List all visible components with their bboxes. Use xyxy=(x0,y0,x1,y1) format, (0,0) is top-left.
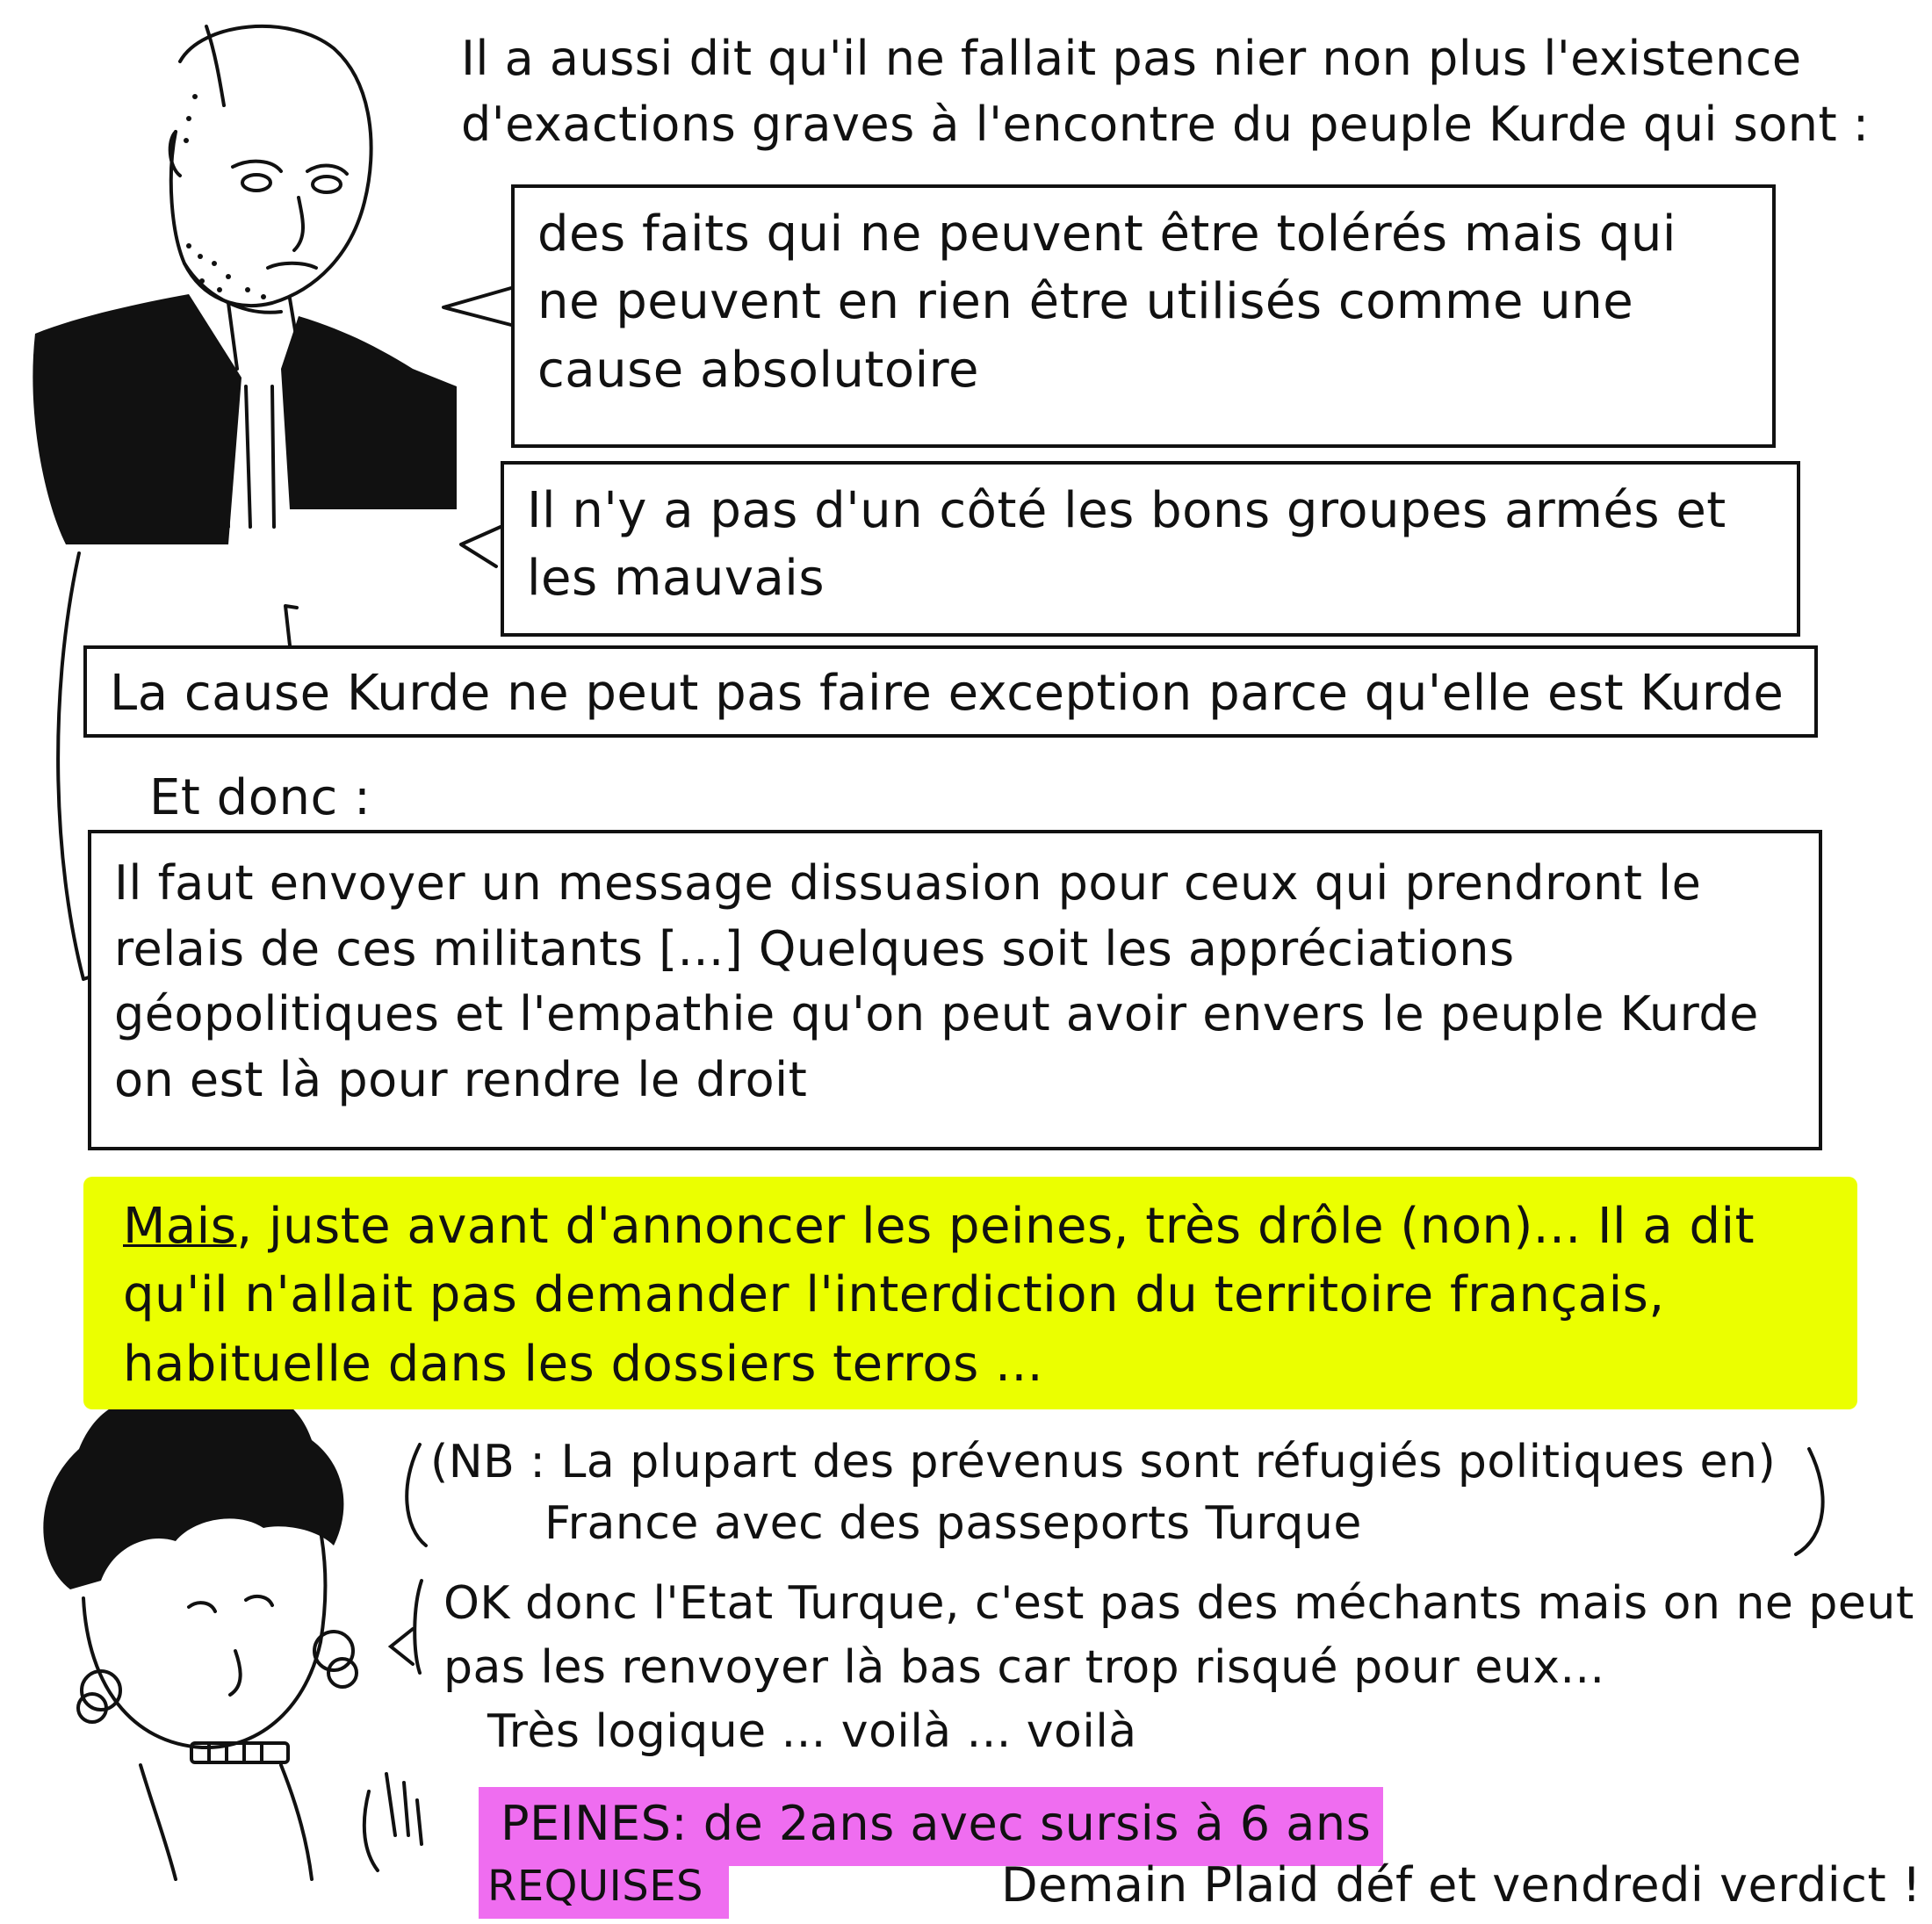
speech-bubble-4-text: Il faut envoyer un message dissuasion pour ceux qui prendront le relais de ces militants [...] Quelques soit les appréciations géopolitiques et l'empathie qu'on peut avoir envers le peuple Kurde on est là pour rendre le droit xyxy=(114,855,1759,1107)
peines-label: PEINES xyxy=(501,1796,672,1851)
narration-line-1: Il a aussi dit qu'il ne fallait pas nier non plus l'existence xyxy=(461,31,1802,86)
footer-note: Demain Plaid déf et vendredi verdict ! xyxy=(1001,1857,1921,1913)
nb-line-2: France avec des passeports Turque xyxy=(544,1497,1362,1551)
narration-line-2: d'exactions graves à l'encontre du peuple Kurde qui sont : xyxy=(461,96,1870,152)
highlight-line-1 xyxy=(123,1193,1844,1261)
highlight-line-1-rest: , juste avant d'annoncer les peines, très drôle (non)... Il a dit xyxy=(236,1198,1755,1255)
comment-line-1: OK donc l'Etat Turque, c'est pas des méchants mais on ne peut xyxy=(443,1577,1914,1630)
comment-line-3: Très logique ... voilà ... voilà xyxy=(487,1704,1137,1758)
highlight-text xyxy=(123,1193,1844,1399)
peines-line xyxy=(501,1791,1371,1857)
speech-bubble-1-text: des faits qui ne peuvent être tolérés mais qui ne peuvent en rien être utilisés comme une cause absolutoire xyxy=(537,205,1676,399)
speech-bubble-1 xyxy=(511,184,1776,448)
speech-bubble-2-text: Il n'y a pas d'un côté les bons groupes armés et les mauvais xyxy=(527,482,1727,608)
highlight-line-3: habituelle dans les dossiers terros ... xyxy=(123,1335,1044,1393)
highlight-line-2: qu'il n'allait pas demander l'interdiction du territoire français, xyxy=(123,1266,1665,1324)
peines-value: : de 2ans avec sursis à 6 ans xyxy=(671,1796,1372,1851)
speech-bubble-2 xyxy=(501,461,1800,637)
highlight-mais: Mais xyxy=(123,1198,237,1255)
speech-bubble-4 xyxy=(88,830,1822,1150)
narration-top xyxy=(461,26,1910,157)
speech-bubble-3 xyxy=(83,645,1818,738)
requises-label: REQUISES xyxy=(487,1862,704,1911)
speech-bubble-3-text: La cause Kurde ne peut pas faire exception parce qu'elle est Kurde xyxy=(110,665,1784,722)
nb-line-1: (NB : La plupart des prévenus sont réfugiés politiques en) xyxy=(430,1436,1777,1488)
transition-text: Et donc : xyxy=(149,769,371,826)
comment-line-2: pas les renvoyer là bas car trop risqué pour eux... xyxy=(443,1640,1605,1694)
narrator-drawing xyxy=(78,1510,422,1879)
narrator-comment xyxy=(443,1572,1919,1763)
prosecutor-robe xyxy=(32,294,242,544)
nb-note xyxy=(430,1431,1835,1554)
